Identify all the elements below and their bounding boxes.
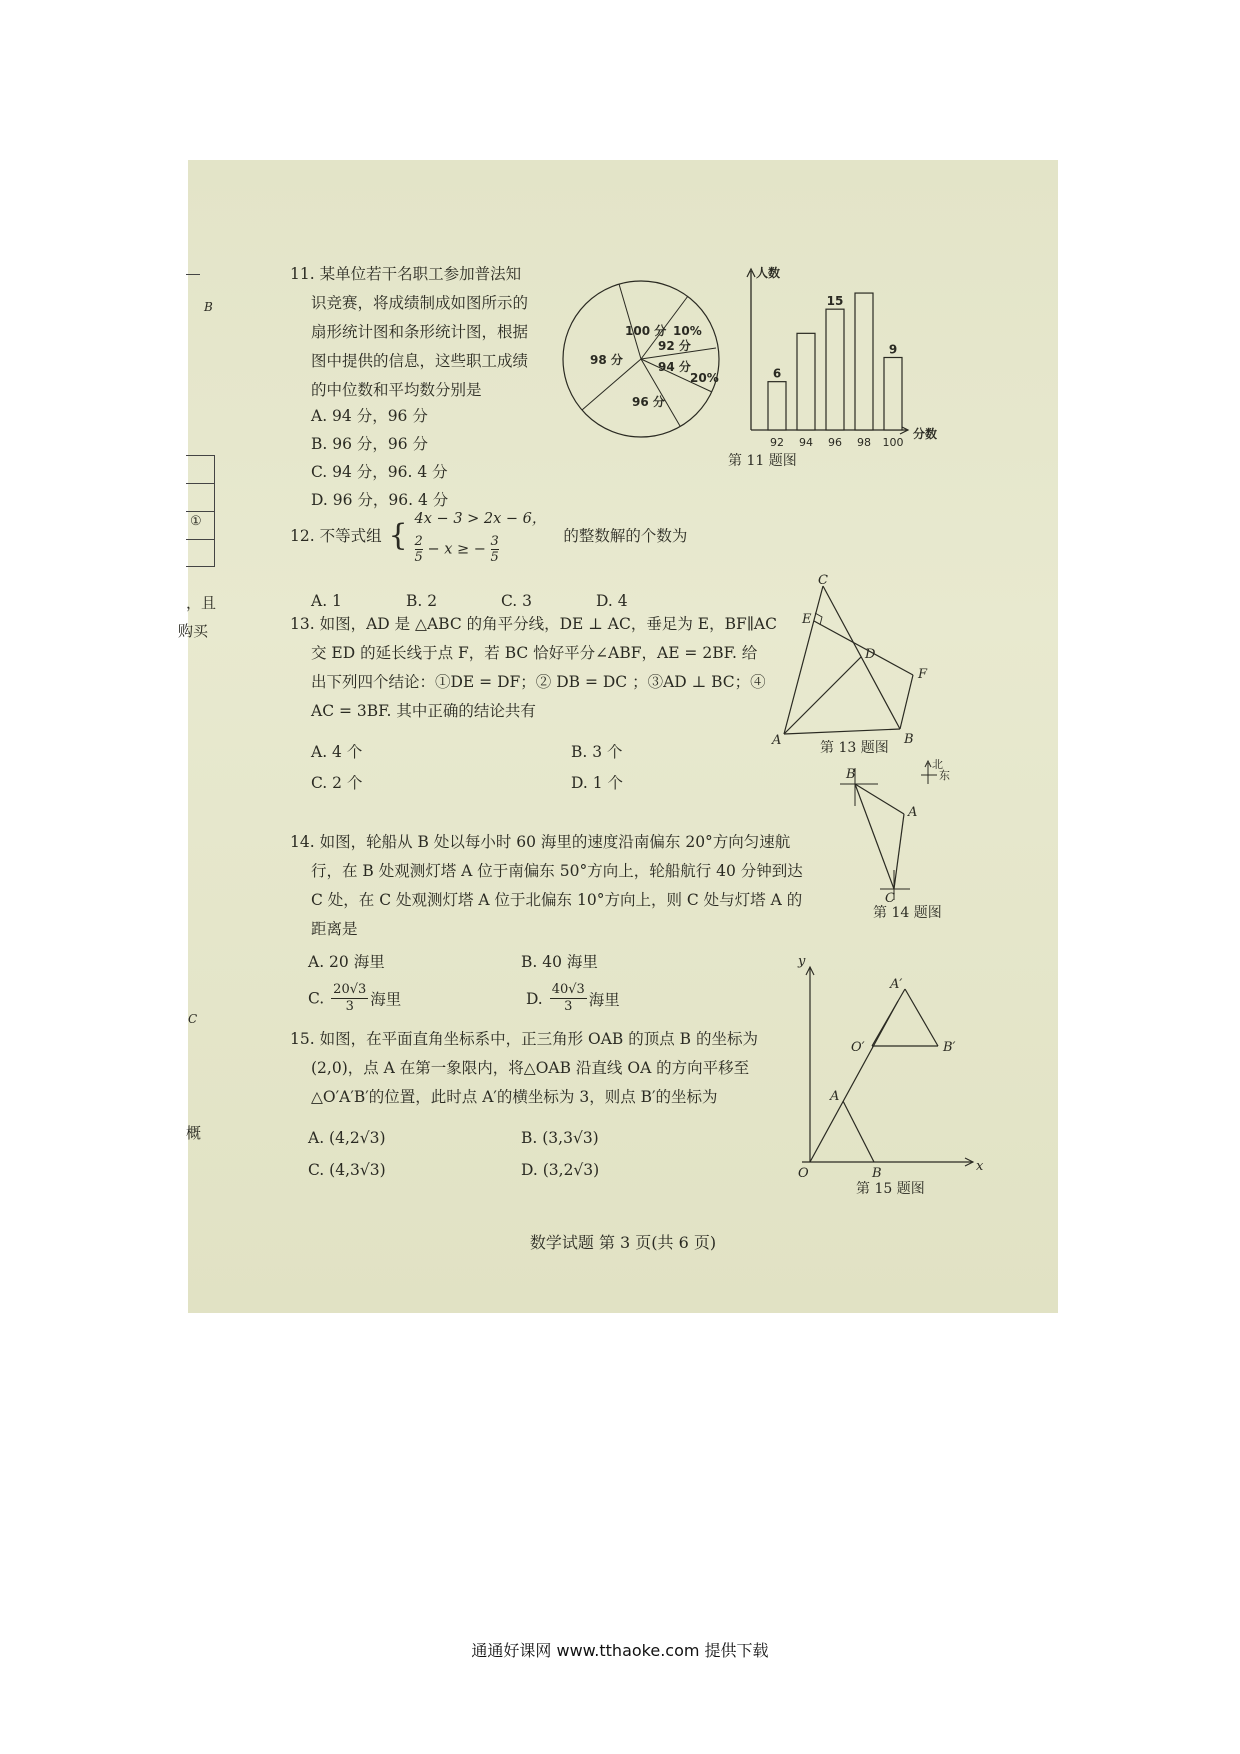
bar-chart — [728, 255, 948, 460]
option-d[interactable]: D. (3,2√3) — [521, 1161, 600, 1179]
x-tick-100: 100 — [882, 436, 904, 449]
segment-ab — [784, 729, 900, 734]
question-13-text: 13. 如图，AD 是 △ABC 的角平分线，DE ⊥ AC，垂足为 E，BF∥AC 交 ED 的延长线于点 F，若 BC 恰好平分∠ABF，AE = 2BF. 给 出下列四个结论：①DE = DF；② DB = DC ；③AD ⊥ BC；④ AC = 3BF. 其中正确的结论共有 — [290, 615, 777, 720]
pie-label-96: 96 分 — [632, 395, 665, 409]
pie-label-100: 100 分 — [625, 324, 667, 338]
compass-north: 北 — [932, 758, 943, 771]
question-15-text: 15. 如图，在平面直角坐标系中，正三角形 OAB 的顶点 B 的坐标为 (2,0)，点 A 在第一象限内，将△OAB 沿直线 OA 的方向平移至 △O′A′B′的位置，此时点 A′的横坐标为 3，则点 B′的坐标为 — [290, 1030, 758, 1106]
y-axis-label: 人数 — [756, 266, 781, 280]
question-13-caption: 第 13 题图 — [820, 740, 889, 756]
pie-chart — [560, 278, 722, 440]
inequality-2: $\frac{2}{5}$ − x ≥ − $\frac{3}{5}$ — [414, 533, 499, 565]
pie-divider — [619, 284, 641, 359]
edge-line — [186, 274, 200, 275]
option-c[interactable]: C. $\frac{20√3}{3}$ 海里 — [308, 982, 402, 1014]
edge-fragment-circle: ① — [190, 514, 202, 529]
data-label-96: 15 — [826, 294, 844, 309]
segment-ef — [814, 621, 913, 675]
segment-bf — [900, 675, 913, 729]
q12-suffix: 的整数解的个数为 — [563, 527, 688, 545]
label-y: y — [798, 954, 806, 969]
option-a[interactable]: A. 4 个 — [311, 743, 363, 761]
label-f: F — [918, 667, 928, 682]
option-a[interactable]: A. 20 海里 — [308, 953, 385, 971]
edge-fragment-text: ，且 — [186, 594, 217, 612]
question-13-options — [311, 737, 623, 799]
label-o-prime: O′ — [851, 1040, 865, 1055]
pie-label-98: 98 分 — [590, 353, 623, 367]
question-14-options — [308, 950, 620, 1022]
scanned-exam-page — [178, 160, 1058, 1313]
label-x: x — [976, 1159, 984, 1174]
figure-14 — [828, 758, 978, 906]
label-b-prime: B′ — [943, 1040, 956, 1055]
pie-label-20pct: 20% — [690, 371, 719, 385]
option-d[interactable]: D. 4 — [596, 592, 628, 610]
option-c[interactable]: C. 2 个 — [311, 774, 363, 792]
pie-label-94: 94 分 — [658, 360, 691, 374]
bar-94 — [797, 333, 815, 430]
segment-o2a2 — [872, 989, 905, 1046]
edge-fragment-b: B — [204, 300, 213, 314]
option-c[interactable]: C. 3 — [501, 592, 533, 610]
question-12-text — [290, 506, 687, 566]
label-b: B — [904, 732, 914, 747]
edge-table — [186, 455, 215, 567]
segment-ad — [784, 657, 861, 734]
option-b[interactable]: B. (3,3√3) — [521, 1129, 599, 1147]
bar-96 — [826, 309, 844, 430]
pie-label-10pct: 10% — [673, 324, 702, 338]
label-e: E — [802, 612, 812, 627]
data-label-100: 9 — [888, 342, 898, 357]
segment-ac — [784, 586, 823, 734]
option-a[interactable]: A. 1 — [311, 592, 342, 610]
brace: { — [388, 518, 408, 553]
edge-fragment-text-3: 概 — [186, 1124, 202, 1142]
segment-a2b2 — [905, 989, 938, 1046]
bar-100 — [884, 358, 902, 431]
x-tick-98: 98 — [857, 436, 871, 449]
edge-fragment-text-2: 购买 — [178, 622, 209, 640]
segment-ba — [855, 784, 904, 814]
option-b[interactable]: B. 2 — [406, 592, 438, 610]
option-a[interactable]: A. (4,2√3) — [308, 1129, 386, 1147]
question-11-options — [311, 402, 448, 514]
option-b[interactable]: B. 40 海里 — [521, 953, 598, 971]
pie-label-92: 92 分 — [658, 339, 691, 353]
segment-bc — [855, 784, 894, 889]
page-footer: 数学试题 第 3 页(共 6 页) — [529, 1233, 717, 1252]
data-label-92: 6 — [772, 366, 782, 381]
line-oa-extended — [810, 1001, 898, 1162]
segment-ca — [894, 814, 904, 889]
label-c: C — [818, 573, 828, 588]
label-b: B — [846, 767, 856, 782]
option-a[interactable]: A. 94 分，96 分 — [311, 407, 428, 425]
x-tick-94: 94 — [799, 436, 813, 449]
bar-98 — [855, 293, 873, 430]
option-d[interactable]: D. 96 分，96. 4 分 — [311, 491, 449, 509]
question-11-caption: 第 11 题图 — [728, 453, 797, 469]
option-c[interactable]: C. (4,3√3) — [308, 1161, 386, 1179]
label-d: D — [865, 647, 876, 662]
option-d[interactable]: D. $\frac{40√3}{3}$ 海里 — [525, 982, 620, 1014]
question-15-options — [308, 1122, 599, 1186]
question-12-options — [311, 592, 691, 610]
bar-92 — [768, 382, 786, 430]
label-a: A — [772, 733, 782, 748]
inequality-1: 4x − 3 > 2x − 6， — [414, 510, 547, 527]
question-14-caption: 第 14 题图 — [873, 905, 942, 921]
label-a: A — [830, 1089, 840, 1104]
option-c[interactable]: C. 94 分，96. 4 分 — [311, 463, 448, 481]
question-15-caption: 第 15 题图 — [856, 1181, 925, 1197]
label-c: C — [885, 891, 895, 906]
site-footer: 通通好课网 www.tthaoke.com 提供下载 — [471, 1641, 769, 1660]
label-a: A — [908, 805, 918, 820]
compass-east: 东 — [939, 769, 950, 782]
q12-prefix: 12. 不等式组 — [290, 527, 382, 545]
question-14-text: 14. 如图，轮船从 B 处以每小时 60 海里的速度沿南偏东 20°方向匀速航 行，在 B 处观测灯塔 A 位于南偏东 50°方向上，轮船航行 40 分钟到达 C 处，在 C 处观测灯塔 A 位于北偏东 10°方向上，则 C 处与灯塔 A 的 距离是 — [290, 833, 803, 938]
segment-ab — [843, 1101, 874, 1162]
option-d[interactable]: D. 1 个 — [571, 774, 624, 792]
option-b[interactable]: B. 96 分，96 分 — [311, 435, 429, 453]
edge-fragment-c: C — [188, 1012, 198, 1026]
question-11-text: 11. 某单位若干名职工参加普法知 识竞赛，将成绩制成如图所示的 扇形统计图和条形统计图，根据 图中提供的信息，这些职工成绩 的中位数和平均数分别是 — [290, 265, 529, 399]
x-tick-92: 92 — [770, 436, 784, 449]
option-b[interactable]: B. 3 个 — [571, 743, 623, 761]
label-o: O — [798, 1166, 809, 1181]
label-b: B — [872, 1166, 882, 1181]
x-axis-label: 分数 — [913, 427, 938, 441]
segment-cb — [823, 586, 900, 729]
x-tick-96: 96 — [828, 436, 842, 449]
figure-15 — [788, 955, 988, 1185]
label-a-prime: A′ — [890, 977, 903, 992]
inequality-system — [415, 508, 547, 565]
